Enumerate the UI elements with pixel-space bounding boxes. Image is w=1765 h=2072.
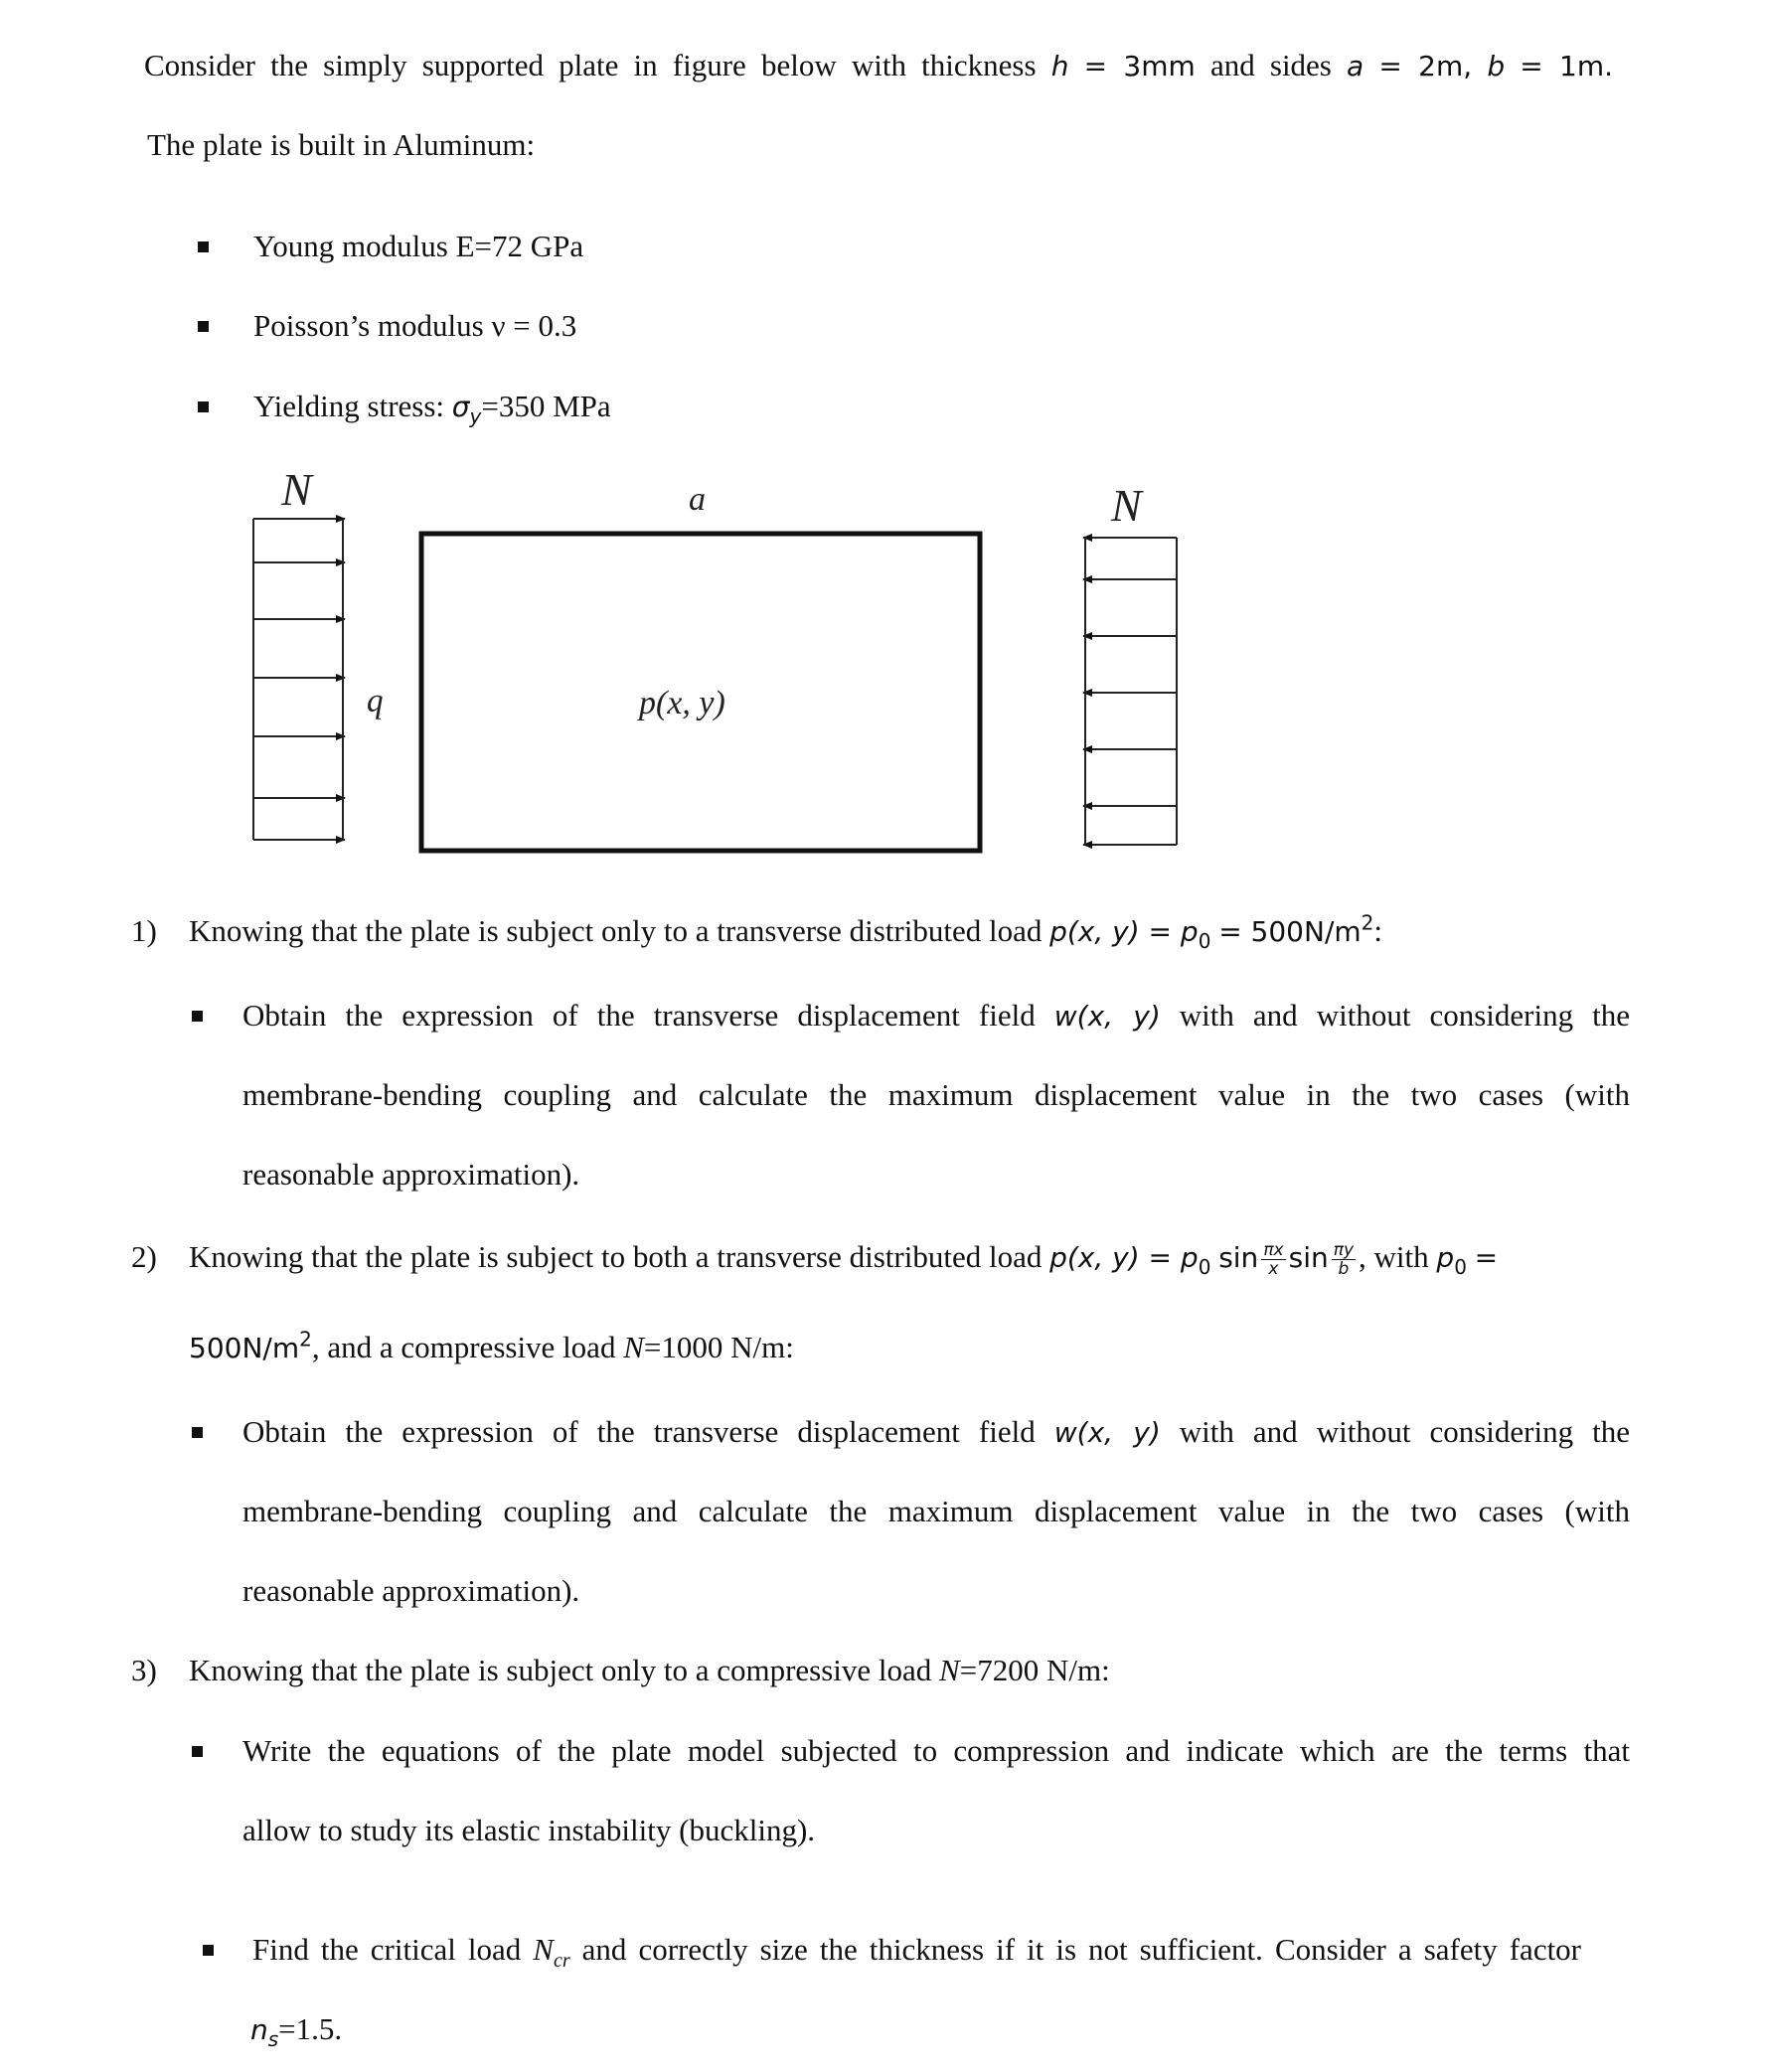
q3-bullet-2-line-1: Find the critical load $N_{cr}$ and correctly size the thickness if it is not sufficient. Consider a safety factor bbox=[252, 1932, 1582, 1973]
q2-bullet-line-2: membrane-bending coupling and calculate the maximum displacement value in the two cases (with bbox=[242, 1494, 1630, 1528]
q1-text: Knowing that the plate is subject only to a transverse distributed load p(x, $y) = p_0 = 500N/m^2$: bbox=[189, 910, 1383, 954]
q1-bullet-line-3: reasonable approximation). bbox=[242, 1157, 580, 1192]
bullet bbox=[192, 1011, 203, 1022]
q2-bullet-line-1: Obtain the expression of the transverse displacement field w(x, y) with and without considering the bbox=[242, 1414, 1630, 1449]
bullet bbox=[192, 1427, 203, 1438]
left-load-diagram bbox=[253, 519, 345, 840]
q2-bullet-line-3: reasonable approximation). bbox=[242, 1573, 580, 1608]
q3-bullet-2-line-2: $n_s=1.5$. bbox=[250, 2011, 343, 2052]
intro-line-1: Consider the simply supported plate in figure below with thickness h = 3mm and sides a = 2m, b = 1m. bbox=[144, 48, 1614, 82]
q1-bullet-line-1: Obtain the expression of the transverse displacement field w(x, y) with and without considering the bbox=[242, 998, 1630, 1033]
side-a-label: a bbox=[689, 481, 706, 518]
bullet bbox=[192, 1746, 203, 1757]
q2-number: 2) bbox=[131, 1239, 157, 1274]
q2-text-line-2: $500N/m^2$, and a compressive load N=1000 N/m: bbox=[189, 1327, 794, 1364]
q1-number: 1) bbox=[131, 913, 157, 948]
q3-text: Knowing that the plate is subject only to a compressive load N=7200 N/m: bbox=[189, 1653, 1110, 1687]
right-load-label: N bbox=[1111, 480, 1142, 531]
right-load-diagram bbox=[1083, 538, 1177, 845]
q1-bullet-line-2: membrane-bending coupling and calculate the maximum displacement value in the two cases (with bbox=[242, 1077, 1630, 1112]
poisson-modulus: Poisson’s modulus ν = 0.3 bbox=[253, 308, 577, 343]
q3-bullet-1-line-1: Write the equations of the plate model subjected to compression and indicate which are the terms that bbox=[242, 1733, 1630, 1768]
side-b-label: b bbox=[367, 688, 384, 724]
bullet bbox=[203, 1945, 214, 1956]
young-modulus: Young modulus E=72 GPa bbox=[253, 229, 584, 263]
q3-bullet-1-line-2: allow to study its elastic instability (buckling). bbox=[242, 1813, 816, 1847]
plate-figure bbox=[0, 0, 1765, 894]
q2-text: Knowing that the plate is subject to both a transverse distributed load p(x, $y) = p_0$ sin $\frac{\pi x}{x}$ sin $\frac{\pi y}{b}$ , with $p_0$ = bbox=[189, 1239, 1499, 1280]
left-load-label: N bbox=[281, 464, 312, 515]
intro-line-2: The plate is built in Aluminum: bbox=[147, 127, 536, 162]
q3-number: 3) bbox=[131, 1653, 157, 1687]
yielding-stress: Yielding stress: $\sigma_y=350$ MPa bbox=[253, 389, 611, 429]
load-label: p(x, y) bbox=[639, 685, 725, 721]
